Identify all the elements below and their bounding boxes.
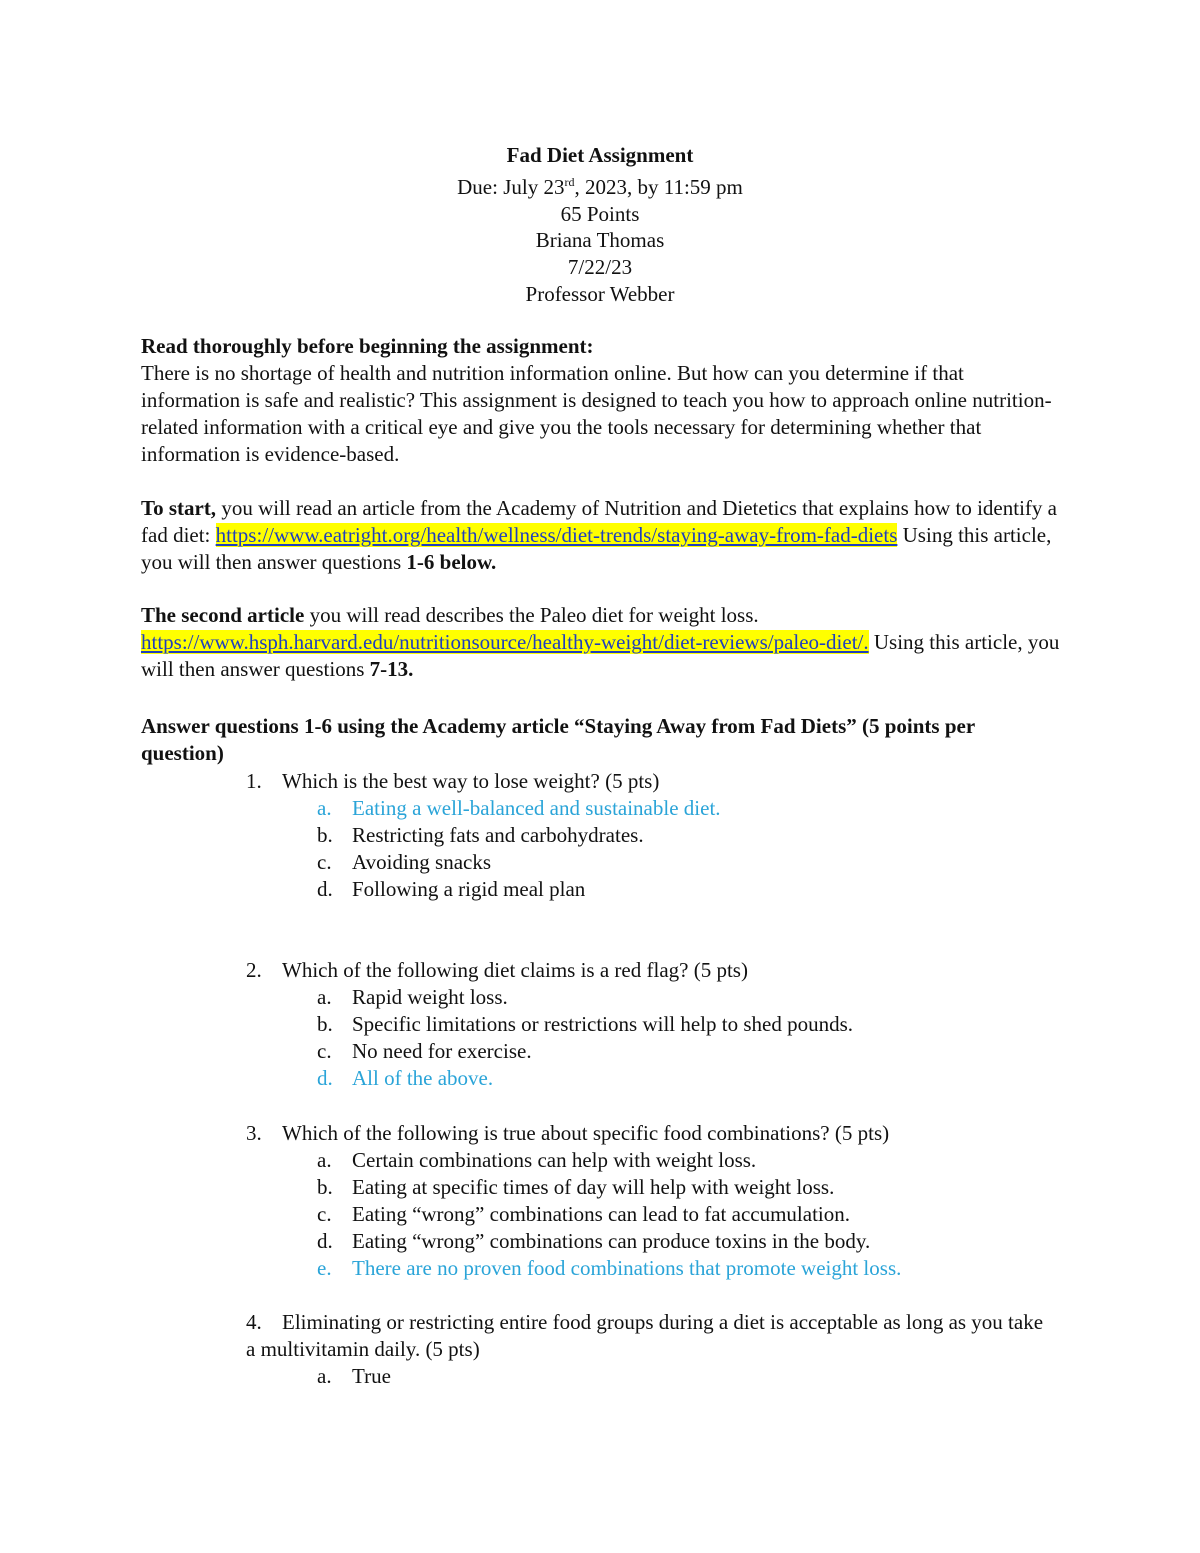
- option-3e: e. There are no proven food combinations that promote weight loss.: [317, 1256, 902, 1280]
- option-1a: a. Eating a well-balanced and sustainable diet.: [317, 796, 721, 820]
- question-3-options: [317, 1147, 901, 1282]
- due-date: Due: July 23rd, 2023, by 11:59 pm: [457, 174, 743, 199]
- intro-heading: Read thoroughly before beginning the assignment:: [141, 334, 594, 358]
- intro-section: [141, 333, 1061, 468]
- option-3a: a. Certain combinations can help with weight loss.: [317, 1148, 757, 1172]
- option-1d: d. Following a rigid meal plan: [317, 877, 586, 901]
- professor-name: Professor Webber: [525, 281, 675, 306]
- student-name: Briana Thomas: [535, 228, 665, 253]
- option-2c: c. No need for exercise.: [317, 1039, 532, 1063]
- option-4a: a. True: [317, 1364, 391, 1388]
- option-1b: b. Restricting fats and carbohydrates.: [317, 823, 644, 847]
- question-1: 1. Which is the best way to lose weight? (5 pts): [246, 769, 660, 793]
- points-total: 65 Points: [560, 201, 640, 226]
- question-2: 2. Which of the following diet claims is a red flag? (5 pts): [246, 958, 748, 982]
- second-article-paragraph: The second article you will read describes the Paleo diet for weight loss. https://www.hsph.harvard.edu/nutritionsource/healthy-weight/diet-reviews/paleo-diet/. Using this article, you will then answer questions 7-13.: [141, 603, 1060, 681]
- submission-date: 7/22/23: [567, 255, 633, 280]
- option-3b: b. Eating at specific times of day will help with weight loss.: [317, 1175, 835, 1199]
- harvard-article-link[interactable]: https://www.hsph.harvard.edu/nutritionsource/healthy-weight/diet-reviews/paleo-diet/.: [141, 630, 869, 654]
- second-article-lead: The second article: [141, 603, 305, 627]
- option-2b: b. Specific limitations or restrictions will help to shed pounds.: [317, 1012, 854, 1036]
- option-3c: c. Eating “wrong” combinations can lead to fat accumulation.: [317, 1202, 850, 1226]
- question-2-options: [317, 984, 853, 1092]
- option-3d: d. Eating “wrong” combinations can produce toxins in the body.: [317, 1229, 871, 1253]
- first-article-paragraph: To start, you will read an article from the Academy of Nutrition and Dietetics that explains how to identify a fad diet: https://www.eatright.org/health/wellness/diet-trends/staying-away-from-fad-diets Using this article, you will then answer questions 1-6 below.: [141, 496, 1057, 574]
- option-1c: c. Avoiding snacks: [317, 850, 492, 874]
- eatright-article-link[interactable]: https://www.eatright.org/health/wellness/diet-trends/staying-away-from-fad-diets: [215, 523, 898, 547]
- question-4: 4. Eliminating or restricting entire food groups during a diet is acceptable as long as you take a multivitamin daily. (5 pts): [246, 1310, 1044, 1361]
- assignment-header: [0, 142, 1200, 308]
- section-heading: Answer questions 1-6 using the Academy article “Staying Away from Fad Diets” (5 points per question): [141, 714, 975, 765]
- question-1-options: [317, 795, 721, 903]
- option-2a: a. Rapid weight loss.: [317, 985, 508, 1009]
- option-2d: d. All of the above.: [317, 1066, 494, 1090]
- question-4-options: [317, 1363, 391, 1390]
- first-article-lead: To start,: [141, 496, 217, 520]
- intro-paragraph: There is no shortage of health and nutrition information online. But how can you determine if that information is safe and realistic? This assignment is designed to teach you how to approach online nutrition-related information with a critical eye and give you the tools necessary for determining whether that information is evidence-based.: [141, 361, 1052, 466]
- assignment-title: Fad Diet Assignment: [506, 143, 694, 167]
- question-3: 3. Which of the following is true about specific food combinations? (5 pts): [246, 1121, 890, 1145]
